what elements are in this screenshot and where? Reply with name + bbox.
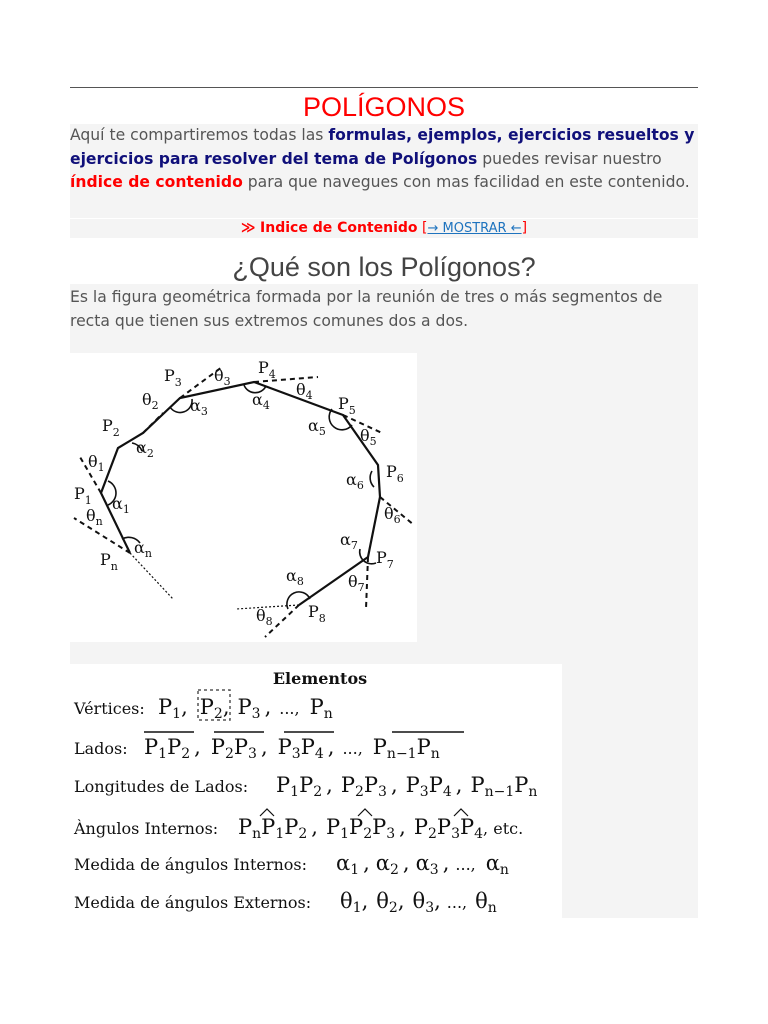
- elements-heading: Elementos: [272, 669, 368, 688]
- row-sides-expr: P1P2 , P2P3 , P3P4 , ..., Pn−1Pn: [144, 735, 440, 762]
- label-theta8: $\theta_8$: [256, 606, 273, 628]
- row-sides-label: Lados:: [74, 739, 128, 758]
- row-lengths-label: Longitudes de Lados:: [74, 777, 249, 796]
- label-theta4: $\theta_4$: [296, 380, 313, 402]
- label-alphan: $\alpha_n$: [134, 538, 152, 560]
- row-lengths-expr: P1P2 , P2P3 , P3P4 , Pn−1Pn: [276, 773, 538, 800]
- polygon-diagram-svg: [70, 353, 417, 642]
- ext-line-4: [254, 377, 318, 382]
- row-exterior-measure-expr: θ1, θ2, θ3, ..., θn: [340, 889, 497, 916]
- definition-paragraph: Es la figura geométrica formada por la reunión de tres o más segmentos de recta que tienen sus extremos comunes dos a dos.: [70, 288, 663, 330]
- toc-label: Indice de Contenido: [260, 220, 418, 236]
- label-theta3: $\theta_3$: [214, 366, 231, 388]
- intro-text-1: Aquí te compartiremos todas las: [70, 126, 329, 144]
- intro-highlight-topics: formulas, ejemplos, ejercicios resueltos y ejercicios para resolver del tema de Polígonos: [70, 126, 695, 168]
- page-title: POLÍGONOS: [302, 92, 466, 122]
- intro-text-3: para que navegues con mas facilidad en este contenido.: [242, 173, 690, 191]
- label-p5: $P_5$: [338, 394, 356, 417]
- label-p7: $P_7$: [376, 548, 394, 571]
- toc-bracket-close: ]: [521, 220, 528, 236]
- label-p6: $P_6$: [386, 462, 404, 485]
- label-pn: $P_n$: [100, 550, 118, 573]
- row-interior-angles-expr: PnP1P2 , P1P2P3 , P2P3P4, etc.: [238, 815, 524, 842]
- intro-text-2: puedes revisar nuestro: [477, 149, 662, 168]
- label-alpha6: $\alpha_6$: [346, 470, 364, 492]
- polygon-outline: [101, 382, 380, 605]
- dotted-ray-8: [236, 605, 299, 609]
- intro-paragraph: [70, 124, 698, 218]
- label-theta6: $\theta_6$: [384, 504, 401, 526]
- label-theta7: $\theta_7$: [348, 572, 365, 594]
- label-p3: $P_3$: [164, 366, 182, 389]
- row-interior-measure-label: Medida de ángulos Internos:: [74, 855, 308, 874]
- label-theta5: $\theta_5$: [360, 426, 377, 448]
- row-vertices-expr: P1, P2, P3 , ..., Pn: [158, 695, 333, 722]
- toc-show-toggle[interactable]: → MOSTRAR ←: [427, 221, 522, 236]
- row-interior-angles-label: Àngulos Internos:: [74, 819, 219, 838]
- elements-figure: [70, 664, 562, 918]
- label-alpha7: $\alpha_7$: [340, 530, 358, 552]
- intro-index-link[interactable]: índice de contenido: [70, 173, 243, 191]
- label-alpha2: $\alpha_2$: [136, 438, 154, 460]
- label-alpha1: $\alpha_1$: [112, 494, 130, 516]
- label-theta1: $\theta_1$: [88, 452, 105, 474]
- label-alpha8: $\alpha_8$: [286, 566, 304, 588]
- ext-line-7: [366, 557, 368, 609]
- row-vertices-label: Vértices:: [74, 699, 145, 718]
- table-of-contents-bar: [70, 219, 698, 238]
- toc-bracket-open: [: [422, 220, 428, 236]
- label-thetan: $\theta_n$: [86, 506, 103, 528]
- elements-figure-svg: [70, 664, 562, 918]
- double-chevron-icon: ≫: [240, 220, 256, 236]
- label-alpha5: $\alpha_5$: [308, 416, 326, 438]
- label-theta2: $\theta_2$: [142, 390, 159, 412]
- row-exterior-measure-label: Medida de ángulos Externos:: [74, 893, 312, 912]
- label-p1: $P_1$: [74, 484, 92, 507]
- section-heading: ¿Qué son los Polígonos?: [232, 252, 536, 282]
- label-p8: $P_8$: [308, 602, 326, 625]
- label-p4: $P_4$: [258, 358, 276, 381]
- label-p2: $P_2$: [102, 416, 120, 439]
- label-alpha4: $\alpha_4$: [252, 390, 270, 412]
- top-divider: [70, 87, 698, 88]
- label-alpha3: $\alpha_3$: [190, 396, 208, 418]
- row-interior-measure-expr: α1 , α2 , α3 , ..., αn: [336, 851, 509, 878]
- polygon-diagram: [70, 353, 417, 642]
- angle-arc-6: [370, 471, 374, 487]
